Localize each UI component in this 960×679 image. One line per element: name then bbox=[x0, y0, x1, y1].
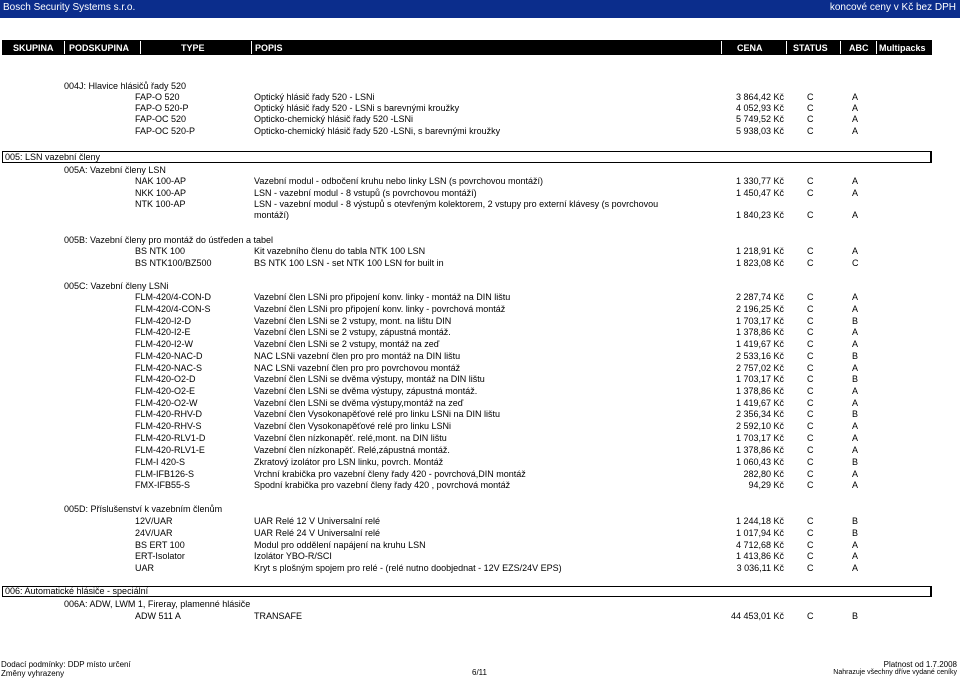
cell-price: 1 703,17 Kč bbox=[735, 374, 784, 384]
cell-type: FLM-420-O2-E bbox=[135, 386, 196, 396]
cell-status: C bbox=[807, 611, 814, 621]
cell-abc: A bbox=[852, 540, 859, 550]
cell-status: C bbox=[807, 92, 814, 102]
cell-type: BS NTK100/BZ500 bbox=[135, 258, 212, 268]
cell-type: FLM-420/4-CON-D bbox=[135, 292, 212, 302]
cell-desc: Optický hlásič řady 520 - LSNi bbox=[254, 92, 375, 102]
cell-price: 3 036,11 Kč bbox=[736, 563, 784, 573]
cell-desc: Optický hlásič řady 520 - LSNi s barevnými kroužky bbox=[254, 103, 460, 113]
cell-abc: A bbox=[852, 176, 859, 186]
cell-price: 1 840,23 Kč bbox=[735, 210, 784, 220]
cell-abc: A bbox=[852, 469, 859, 479]
cell-abc: C bbox=[852, 258, 859, 268]
cell-type: FAP-OC 520-P bbox=[135, 126, 196, 136]
cell-type: FLM-420-I2-D bbox=[135, 316, 192, 326]
cell-desc: montáží) bbox=[254, 210, 290, 220]
cell-status: C bbox=[807, 469, 814, 479]
section-006: 006: Automatické hlásiče - speciální bbox=[5, 586, 149, 596]
cell-desc: Spodní krabička pro vazební členy řady 420 , povrchová montáž bbox=[254, 480, 511, 490]
cell-abc: A bbox=[852, 339, 859, 349]
cell-abc: B bbox=[852, 316, 859, 326]
col-skupina: SKUPINA bbox=[13, 43, 54, 53]
cell-desc: Opticko-chemický hlásič řady 520 -LSNi bbox=[254, 114, 414, 124]
cell-price: 1 060,43 Kč bbox=[735, 457, 784, 467]
cell-type: FAP-OC 520 bbox=[135, 114, 187, 124]
section-006-box bbox=[2, 586, 932, 597]
table-row bbox=[0, 363, 960, 374]
cell-status: C bbox=[807, 421, 814, 431]
cell-price: 1 419,67 Kč bbox=[735, 398, 784, 408]
cell-abc: A bbox=[852, 327, 859, 337]
table-row bbox=[0, 188, 960, 199]
section-005c: 005C: Vazební členy LSNi bbox=[64, 281, 169, 291]
cell-desc: Opticko-chemický hlásič řady 520 -LSNi, s barevnými kroužky bbox=[254, 126, 501, 136]
page-number: 6/11 bbox=[472, 668, 487, 677]
cell-price: 5 938,03 Kč bbox=[735, 126, 784, 136]
cell-type: FLM-420-O2-W bbox=[135, 398, 198, 408]
cell-status: C bbox=[807, 126, 814, 136]
cell-desc: NAC LSNi vazební člen pro pro povrchovou montáž bbox=[254, 363, 461, 373]
cell-price: 3 864,42 Kč bbox=[735, 92, 784, 102]
cell-price: 5 749,52 Kč bbox=[735, 114, 784, 124]
cell-abc: A bbox=[852, 292, 859, 302]
cell-price: 1 017,94 Kč bbox=[735, 528, 784, 538]
cell-price: 94,29 Kč bbox=[748, 480, 784, 490]
cell-status: C bbox=[807, 114, 814, 124]
cell-type: 12V/UAR bbox=[135, 516, 173, 526]
cell-abc: A bbox=[852, 126, 859, 136]
cell-status: C bbox=[807, 176, 814, 186]
cell-status: C bbox=[807, 103, 814, 113]
cell-status: C bbox=[807, 398, 814, 408]
cell-desc: Zkratový izolátor pro LSN linku, povrch. Montáž bbox=[254, 457, 444, 467]
cell-type: FLM-420-RHV-S bbox=[135, 421, 202, 431]
cell-desc: UAR Relé 24 V Universalní relé bbox=[254, 528, 381, 538]
cell-price: 1 823,08 Kč bbox=[735, 258, 784, 268]
cell-status: C bbox=[807, 327, 814, 337]
cell-desc: Vazební člen LSNi se dvěma výstupy, montáž na DIN lištu bbox=[254, 374, 485, 384]
section-005b: 005B: Vazební členy pro montáž do ústředen a tabel bbox=[64, 235, 273, 245]
table-row bbox=[0, 445, 960, 456]
cell-type: BS NTK 100 bbox=[135, 246, 186, 256]
cell-price: 4 052,93 Kč bbox=[735, 103, 784, 113]
table-row bbox=[0, 398, 960, 409]
table-row bbox=[0, 246, 960, 257]
cell-type: FLM-420-RLV1-E bbox=[135, 445, 205, 455]
cell-price: 1 330,77 Kč bbox=[735, 176, 784, 186]
cell-abc: A bbox=[852, 246, 859, 256]
col-podskupina: PODSKUPINA bbox=[69, 43, 130, 53]
table-row bbox=[0, 304, 960, 315]
cell-type: FLM-420-I2-W bbox=[135, 339, 194, 349]
cell-type: BS ERT 100 bbox=[135, 540, 185, 550]
col-status: STATUS bbox=[793, 43, 828, 53]
col-cena: CENA bbox=[737, 43, 763, 53]
cell-price: 1 378,86 Kč bbox=[735, 327, 784, 337]
cell-price: 1 378,86 Kč bbox=[735, 386, 784, 396]
cell-status: C bbox=[807, 528, 814, 538]
cell-status: C bbox=[807, 246, 814, 256]
cell-abc: A bbox=[852, 398, 859, 408]
cell-abc: B bbox=[852, 516, 859, 526]
cell-desc: Modul pro oddělení napájení na kruhu LSN bbox=[254, 540, 426, 550]
cell-abc: A bbox=[852, 304, 859, 314]
cell-desc: BS NTK 100 LSN - set NTK 100 LSN for built in bbox=[254, 258, 444, 268]
col-popis: POPIS bbox=[255, 43, 283, 53]
cell-abc: A bbox=[852, 103, 859, 113]
company-name: Bosch Security Systems s.r.o. bbox=[3, 2, 136, 13]
cell-desc: Vazební člen Vysokonapěťové relé pro linku LSNi na DIN lištu bbox=[254, 409, 501, 419]
cell-abc: B bbox=[852, 611, 859, 621]
cell-status: C bbox=[807, 210, 814, 220]
cell-price: 2 592,10 Kč bbox=[735, 421, 784, 431]
cell-type: ERT-Isolator bbox=[135, 551, 185, 561]
cell-status: C bbox=[807, 316, 814, 326]
cell-desc: Vazební člen LSNi se 2 vstupy, zápustná montáž. bbox=[254, 327, 451, 337]
cell-status: C bbox=[807, 516, 814, 526]
table-row bbox=[0, 199, 960, 210]
cell-desc: NAC LSNi vazební člen pro pro montáž na DIN lištu bbox=[254, 351, 461, 361]
cell-price: 2 533,16 Kč bbox=[735, 351, 784, 361]
table-row bbox=[0, 469, 960, 480]
cell-type: NAK 100-AP bbox=[135, 176, 187, 186]
cell-type: ADW 511 A bbox=[135, 611, 181, 621]
cell-type: FLM-420-NAC-D bbox=[135, 351, 203, 361]
cell-price: 1 703,17 Kč bbox=[735, 316, 784, 326]
cell-abc: A bbox=[852, 92, 859, 102]
cell-abc: B bbox=[852, 351, 859, 361]
cell-type: FAP-O 520-P bbox=[135, 103, 189, 113]
cell-price: 1 450,47 Kč bbox=[735, 188, 784, 198]
cell-desc: Vazební člen LSNi pro připojení konv. linky - montáž na DIN lištu bbox=[254, 292, 511, 302]
cell-abc: A bbox=[852, 363, 859, 373]
table-row bbox=[0, 103, 960, 114]
cell-status: C bbox=[807, 540, 814, 550]
footer-conditions: Dodací podmínky: DDP místo určení bbox=[1, 660, 131, 669]
cell-status: C bbox=[807, 258, 814, 268]
cell-price: 1 378,86 Kč bbox=[735, 445, 784, 455]
cell-price: 1 218,91 Kč bbox=[735, 246, 784, 256]
cell-status: C bbox=[807, 433, 814, 443]
cell-abc: A bbox=[852, 188, 859, 198]
cell-status: C bbox=[807, 563, 814, 573]
section-005-box bbox=[2, 151, 932, 163]
table-row bbox=[0, 457, 960, 468]
cell-status: C bbox=[807, 457, 814, 467]
column-header-bar bbox=[2, 40, 932, 55]
col-type: TYPE bbox=[181, 43, 205, 53]
cell-status: C bbox=[807, 480, 814, 490]
cell-abc: A bbox=[852, 480, 859, 490]
cell-abc: B bbox=[852, 374, 859, 384]
cell-price: 1 244,18 Kč bbox=[735, 516, 784, 526]
cell-abc: B bbox=[852, 528, 859, 538]
table-row bbox=[0, 126, 960, 137]
cell-price: 44 453,01 Kč bbox=[730, 611, 784, 621]
section-005d: 005D: Příslušenství k vazebním členům bbox=[64, 504, 223, 514]
cell-desc: Vazební člen nízkonapěť. relé,mont. na DIN lištu bbox=[254, 433, 447, 443]
cell-desc: Vazební člen LSNi se dvěma výstupy, zápustná montáž. bbox=[254, 386, 478, 396]
cell-type: FLM-420-RHV-D bbox=[135, 409, 203, 419]
table-row bbox=[0, 611, 960, 622]
cell-type: FLM-I 420-S bbox=[135, 457, 186, 467]
table-row-cont bbox=[0, 210, 960, 221]
cell-desc: TRANSAFE bbox=[254, 611, 303, 621]
table-row bbox=[0, 528, 960, 539]
table-row bbox=[0, 292, 960, 303]
table-row bbox=[0, 339, 960, 350]
table-row bbox=[0, 351, 960, 362]
cell-abc: B bbox=[852, 457, 859, 467]
cell-type: UAR bbox=[135, 563, 155, 573]
footer-valid: Platnost od 1.7.2008 bbox=[883, 660, 957, 669]
cell-type: FLM-420-NAC-S bbox=[135, 363, 203, 373]
cell-desc: Vazební člen LSNi se dvěma výstupy,montáž na zeď bbox=[254, 398, 464, 408]
cell-price: 1 703,17 Kč bbox=[735, 433, 784, 443]
cell-type: NKK 100-AP bbox=[135, 188, 187, 198]
top-banner bbox=[0, 0, 960, 18]
cell-status: C bbox=[807, 386, 814, 396]
cell-status: C bbox=[807, 551, 814, 561]
table-row bbox=[0, 92, 960, 103]
cell-price: 2 757,02 Kč bbox=[735, 363, 784, 373]
cell-desc: LSN - vazební modul - 8 výstupů s otevřeným kolektorem, 2 vstupy pro externí klávesy (s povrchovou bbox=[254, 199, 659, 209]
section-005: 005: LSN vazební členy bbox=[5, 152, 101, 162]
cell-desc: Vazební člen LSNi se 2 vstupy, mont. na lištu DIN bbox=[254, 316, 452, 326]
cell-price: 1 419,67 Kč bbox=[735, 339, 784, 349]
cell-type: FLM-420-I2-E bbox=[135, 327, 191, 337]
cell-price: 1 413,86 Kč bbox=[735, 551, 784, 561]
cell-status: C bbox=[807, 363, 814, 373]
table-row bbox=[0, 551, 960, 562]
cell-status: C bbox=[807, 409, 814, 419]
cell-abc: A bbox=[852, 386, 859, 396]
cell-desc: Kryt s plošným spojem pro relé - (relé nutno doobjednat - 12V EZS/24V EPS) bbox=[254, 563, 562, 573]
cell-desc: Vazební člen Vysokonapěťové relé pro linku LSNi bbox=[254, 421, 451, 431]
cell-type: FLM-420/4-CON-S bbox=[135, 304, 211, 314]
cell-type: FLM-IFB126-S bbox=[135, 469, 195, 479]
cell-type: FLM-420-RLV1-D bbox=[135, 433, 206, 443]
table-row bbox=[0, 516, 960, 527]
cell-desc: UAR Relé 12 V Universalní relé bbox=[254, 516, 381, 526]
cell-price: 282,80 Kč bbox=[743, 469, 784, 479]
cell-price: 2 287,74 Kč bbox=[735, 292, 784, 302]
cell-price: 2 196,25 Kč bbox=[735, 304, 784, 314]
cell-desc: Vazební modul - odbočení kruhu nebo linky LSN (s povrchovou montáží) bbox=[254, 176, 543, 186]
cell-desc: Vazební člen LSNi se 2 vstupy, montáž na zeď bbox=[254, 339, 440, 349]
cell-type: FMX-IFB55-S bbox=[135, 480, 191, 490]
cell-status: C bbox=[807, 304, 814, 314]
cell-type: NTK 100-AP bbox=[135, 199, 186, 209]
table-row bbox=[0, 176, 960, 187]
cell-type: FAP-O 520 bbox=[135, 92, 180, 102]
cell-price: 4 712,68 Kč bbox=[735, 540, 784, 550]
cell-type: FLM-420-O2-D bbox=[135, 374, 196, 384]
cell-status: C bbox=[807, 445, 814, 455]
cell-status: C bbox=[807, 351, 814, 361]
footer-replaces: Nahrazuje všechny dříve vydané ceníky bbox=[833, 669, 957, 676]
cell-abc: A bbox=[852, 445, 859, 455]
table-row bbox=[0, 386, 960, 397]
cell-desc: Izolátor YBO-R/SCI bbox=[254, 551, 332, 561]
cell-desc: LSN - vazební modul - 8 vstupů (s povrchovou montáží) bbox=[254, 188, 477, 198]
cell-abc: A bbox=[852, 433, 859, 443]
table-row bbox=[0, 258, 960, 269]
cell-abc: A bbox=[852, 563, 859, 573]
section-006a: 006A: ADW, LWM 1, Fireray, plamenné hlásiče bbox=[64, 599, 251, 609]
table-row bbox=[0, 409, 960, 420]
cell-desc: Vazební člen LSNi pro připojení konv. linky - povrchová montáž bbox=[254, 304, 506, 314]
table-row bbox=[0, 421, 960, 432]
table-row bbox=[0, 327, 960, 338]
footer-reserved: Změny vyhrazeny bbox=[1, 669, 65, 678]
cell-abc: A bbox=[852, 114, 859, 124]
cell-type: 24V/UAR bbox=[135, 528, 173, 538]
table-row bbox=[0, 433, 960, 444]
cell-status: C bbox=[807, 339, 814, 349]
cell-abc: A bbox=[852, 551, 859, 561]
table-row bbox=[0, 480, 960, 491]
table-row bbox=[0, 374, 960, 385]
col-multipacks: Multipacks bbox=[879, 43, 926, 53]
table-row bbox=[0, 114, 960, 125]
cell-status: C bbox=[807, 188, 814, 198]
price-note: koncové ceny v Kč bez DPH bbox=[829, 2, 956, 13]
table-row bbox=[0, 540, 960, 551]
cell-desc: Kit vazebního členu do tabla NTK 100 LSN bbox=[254, 246, 426, 256]
table-row bbox=[0, 316, 960, 327]
cell-desc: Vrchní krabička pro vazební členy řady 420 - povrchová,DIN montáž bbox=[254, 469, 526, 479]
table-row bbox=[0, 563, 960, 574]
section-004j: 004J: Hlavice hlásičů řady 520 bbox=[64, 81, 187, 91]
cell-abc: B bbox=[852, 409, 859, 419]
section-005a: 005A: Vazební členy LSN bbox=[64, 165, 166, 175]
cell-desc: Vazební člen nízkonapěť. Relé,zápustná montáž. bbox=[254, 445, 450, 455]
col-abc: ABC bbox=[849, 43, 869, 53]
cell-abc: A bbox=[852, 210, 859, 220]
cell-price: 2 356,34 Kč bbox=[735, 409, 784, 419]
cell-abc: A bbox=[852, 421, 859, 431]
cell-status: C bbox=[807, 292, 814, 302]
cell-status: C bbox=[807, 374, 814, 384]
